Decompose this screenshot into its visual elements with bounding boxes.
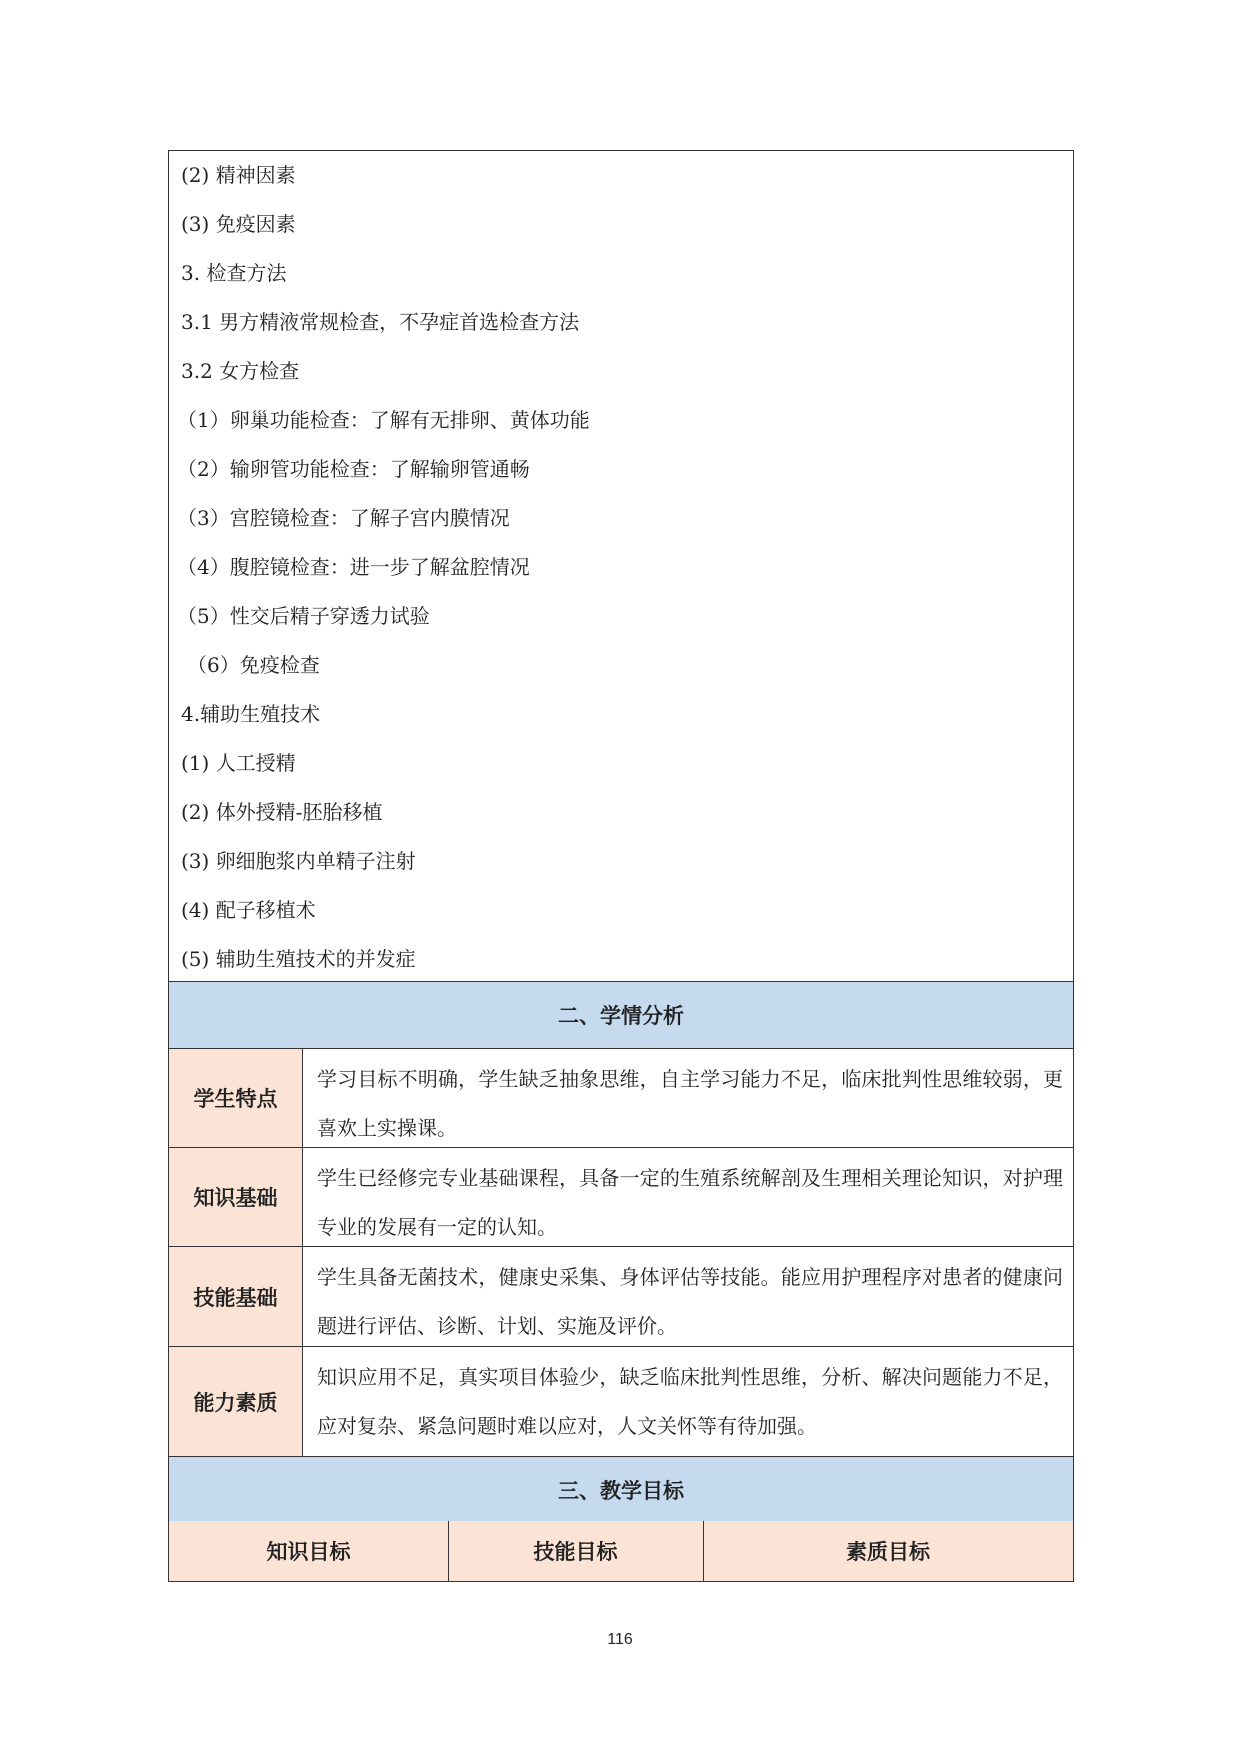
analysis-row bbox=[169, 1247, 1073, 1347]
goal-column-knowledge: 知识目标 bbox=[266, 1540, 351, 1564]
section-header-learner-analysis: 二、学情分析 bbox=[169, 982, 1073, 1049]
content-line: （1）卵巢功能检查：了解有无排卵、黄体功能 bbox=[177, 408, 590, 432]
content-cell bbox=[169, 151, 1073, 982]
content-line: （5）性交后精子穿透力试验 bbox=[177, 604, 430, 628]
goal-column-quality: 素质目标 bbox=[846, 1540, 930, 1564]
row-text: 学生已经修完专业基础课程，具备一定的生殖系统解剖及生理相关理论知识，对护理专业的发展有一定的认知。 bbox=[317, 1166, 1063, 1239]
content-line: 3. 检查方法 bbox=[181, 261, 287, 285]
content-line: 4.辅助生殖技术 bbox=[181, 702, 321, 726]
row-label: 知识基础 bbox=[169, 1148, 303, 1246]
row-text: 学习目标不明确，学生缺乏抽象思维，自主学习能力不足，临床批判性思维较弱，更喜欢上实操课。 bbox=[317, 1067, 1063, 1140]
content-line: (3) 免疫因素 bbox=[181, 212, 296, 236]
content-line: (2) 体外授精-胚胎移植 bbox=[181, 800, 383, 824]
content-line: (2) 精神因素 bbox=[181, 163, 296, 187]
analysis-row bbox=[169, 1347, 1073, 1457]
section-header-teaching-goals: 三、教学目标 bbox=[169, 1457, 1073, 1523]
row-text: 知识应用不足，真实项目体验少，缺乏临床批判性思维，分析、解决问题能力不足，应对复杂、紧急问题时难以应对，人文关怀等有待加强。 bbox=[317, 1365, 1063, 1438]
content-line: （4）腹腔镜检查：进一步了解盆腔情况 bbox=[177, 555, 530, 579]
content-line: (3) 卵细胞浆内单精子注射 bbox=[181, 849, 416, 873]
row-label: 技能基础 bbox=[169, 1247, 303, 1346]
content-line: （6）免疫检查 bbox=[187, 653, 320, 677]
content-line: 3.2 女方检查 bbox=[181, 359, 300, 383]
content-line: 3.1 男方精液常规检查，不孕症首选检查方法 bbox=[181, 310, 580, 334]
content-line: (5) 辅助生殖技术的并发症 bbox=[181, 947, 416, 971]
content-line: （2）输卵管功能检查：了解输卵管通畅 bbox=[177, 457, 530, 481]
row-label: 能力素质 bbox=[169, 1347, 303, 1456]
content-line: (4) 配子移植术 bbox=[181, 898, 316, 922]
content-line: (1) 人工授精 bbox=[181, 751, 296, 775]
analysis-row bbox=[169, 1049, 1073, 1148]
lesson-plan-table bbox=[168, 150, 1074, 1582]
content-line: （3）宫腔镜检查：了解子宫内膜情况 bbox=[177, 506, 510, 530]
row-label: 学生特点 bbox=[169, 1049, 303, 1147]
analysis-row bbox=[169, 1148, 1073, 1247]
page-number: 116 bbox=[607, 1631, 633, 1648]
goal-column-skill: 技能目标 bbox=[533, 1540, 618, 1564]
goals-header-row bbox=[169, 1521, 1073, 1581]
row-text: 学生具备无菌技术，健康史采集、身体评估等技能。能应用护理程序对患者的健康问题进行评估、诊断、计划、实施及评价。 bbox=[317, 1265, 1063, 1338]
